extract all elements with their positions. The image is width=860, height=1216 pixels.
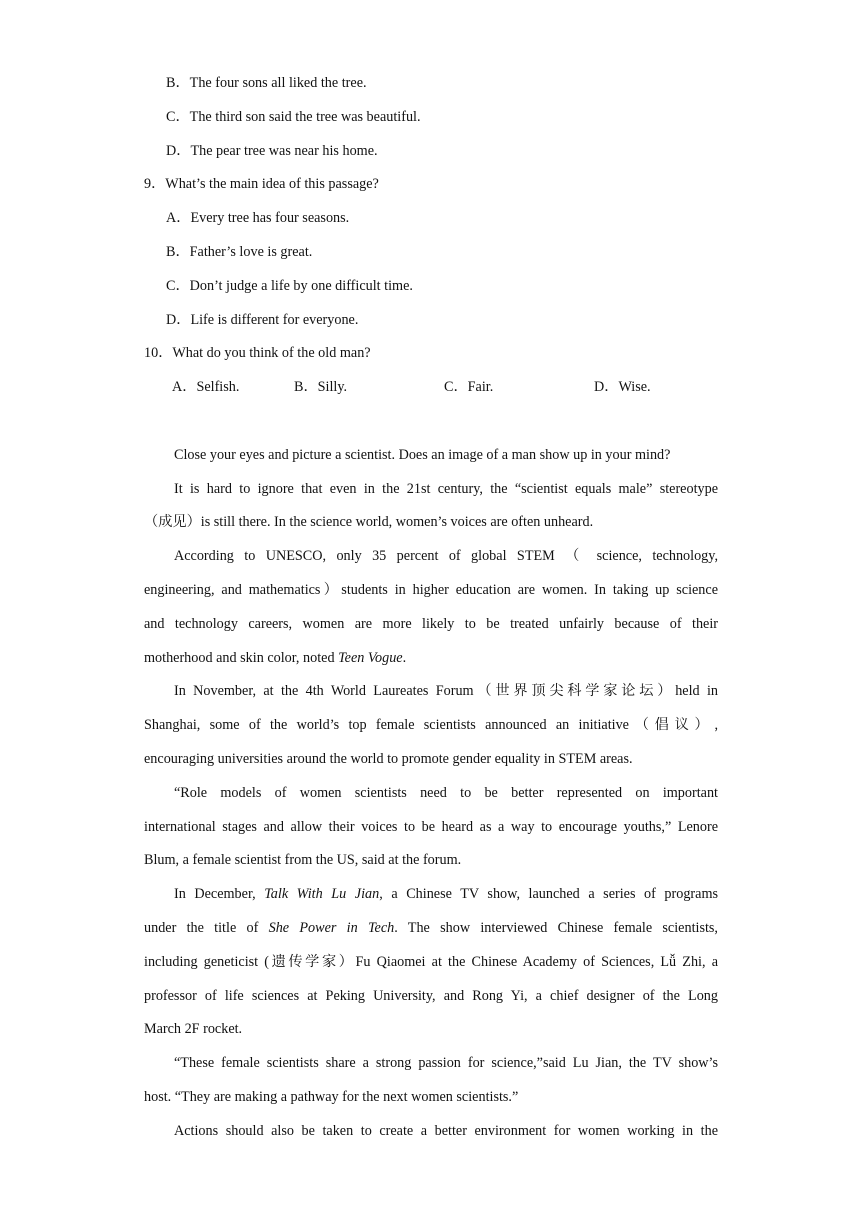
q10-stem: 10．What do you think of the old man? [144,345,371,361]
passage-paragraph-1: Close your eyes and picture a scientist. Does an image of a man show up in your mind? [174,447,671,463]
passage-p2-line-1: It is hard to ignore that even in the 21st century, the “scientist equals male” stereotype [174,481,718,497]
tv-show-title: Talk With Lu Jian [264,886,380,902]
passage-p3-line-1: According to UNESCO, only 35 percent of global STEM （ science, technology, [174,548,718,564]
passage-p3-line-4: motherhood and skin color, noted Teen Vogue. [144,650,407,666]
passage-p3-line-3: and technology careers, women are more likely to be treated unfairly because of their [144,616,718,632]
passage-p7-line-1: “These female scientists share a strong passion for science,”said Lu Jian, the TV show’s [174,1055,718,1071]
q10-option-d: D．Wise. [594,379,651,395]
passage-p6-line-5: March 2F rocket. [144,1021,243,1037]
q9-option-c: C．Don’t judge a life by one difficult time. [166,278,413,294]
passage-p3-line-2: engineering, and mathematics）students in higher education are women. In taking up science [144,582,718,598]
passage-p6-line-2: under the title of She Power in Tech. The show interviewed Chinese female scientists, [144,920,718,936]
passage-p8-line-1: Actions should also be taken to create a better environment for women working in the [174,1123,718,1139]
passage-p4-line-3: encouraging universities around the world to promote gender equality in STEM areas. [144,751,633,767]
passage-p4-line-2: Shanghai, some of the world’s top female scientists announced an initiative（倡议）, [144,717,718,733]
q8-option-c: C．The third son said the tree was beautiful. [166,109,421,125]
q10-option-a: A．Selfish. [172,379,240,395]
q8-option-d: D．The pear tree was near his home. [166,143,378,159]
passage-p7-line-2: host. “They are making a pathway for the next women scientists.” [144,1089,519,1105]
q9-option-a: A．Every tree has four seasons. [166,210,350,226]
passage-p5-line-2: international stages and allow their voices to be heard as a way to encourage youths,” Lenore [144,819,718,835]
magazine-title: Teen Vogue [338,650,403,666]
passage-p4-line-1: In November, at the 4th World Laureates Forum（世界顶尖科学家论坛）held in [174,683,718,699]
q9-stem: 9．What’s the main idea of this passage? [144,176,379,192]
q10-option-c: C．Fair. [444,379,494,395]
passage-p6-line-1: In December, Talk With Lu Jian, a Chinese TV show, launched a series of programs [174,886,718,902]
program-title: She Power in Tech [268,920,395,936]
passage-p2-line-2: （成见）is still there. In the science world, women’s voices are often unheard. [144,514,594,530]
passage-p6-line-3: including geneticist (遗传学家）Fu Qiaomei at the Chinese Academy of Sciences, Lǚ Zhi, a [144,954,718,970]
q9-option-b: B．Father’s love is great. [166,244,313,260]
passage-p5-line-3: Blum, a female scientist from the US, said at the forum. [144,852,462,868]
passage-p6-line-4: professor of life sciences at Peking University, and Rong Yi, a chief designer of the Long [144,988,718,1004]
q10-option-b: B．Silly. [294,379,348,395]
q8-option-b: B．The four sons all liked the tree. [166,75,367,91]
passage-p5-line-1: “Role models of women scientists need to be better represented on important [174,785,718,801]
q9-option-d: D．Life is different for everyone. [166,312,359,328]
